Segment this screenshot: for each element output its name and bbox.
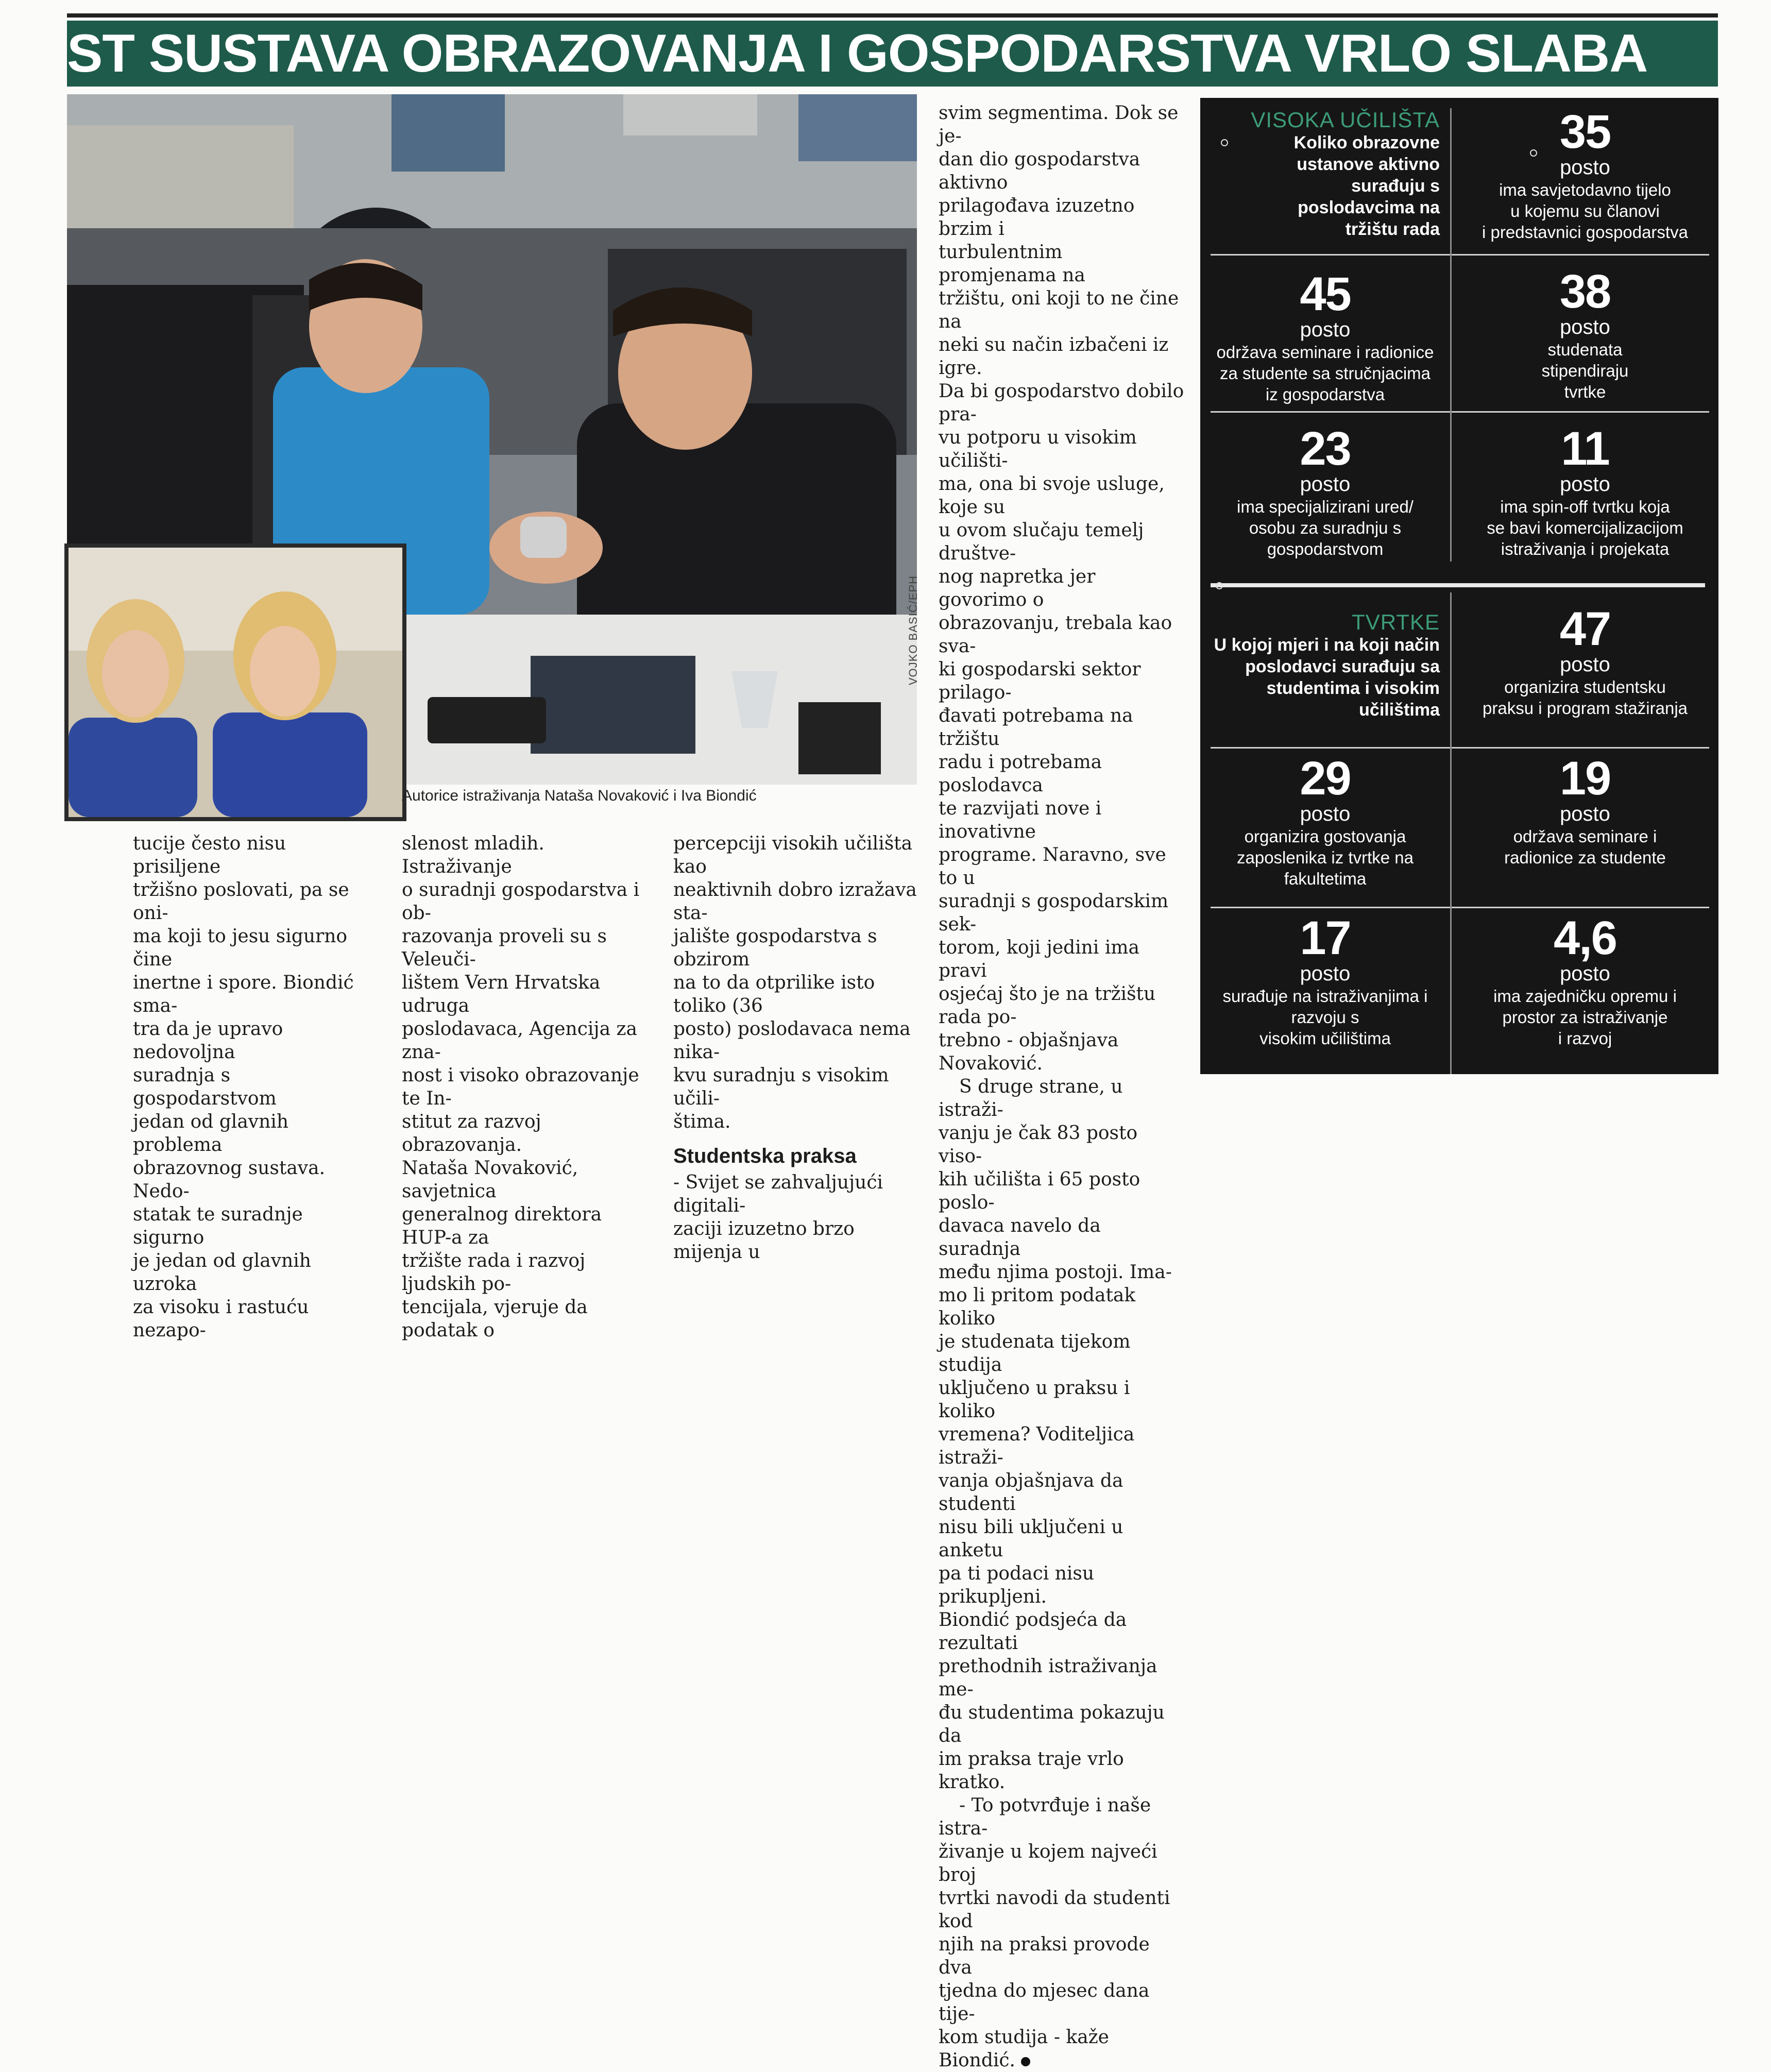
stat-number: 29 (1300, 752, 1351, 805)
stat-number: 45 (1300, 268, 1351, 320)
article-line: svim segmentima. Dok se je- (939, 103, 1179, 147)
stat-number: 17 (1300, 912, 1351, 964)
headline: ST SUSTAVA OBRAZOVANJA I GOSPODARSTVA VRLO SLABA (67, 24, 1648, 83)
article-line: neki su način izbačeni iz igre. (939, 334, 1169, 379)
article-line: prilagođava izuzetno brzim i (939, 195, 1135, 240)
article-line: tra da je upravo nedovoljna (133, 1018, 283, 1063)
article-line: - Svijet se zahvaljujući digitali- (673, 1172, 883, 1216)
photo-credit: VOJKO BASIĆ/EPH (907, 575, 919, 685)
stat-description: gospodarstvom (1267, 539, 1384, 558)
article-line: dan dio gospodarstva aktivno (939, 149, 1140, 193)
article-line: tencijala, vjeruje da podatak o (402, 1297, 588, 1341)
end-mark-icon (1021, 2057, 1030, 2066)
stat-unit: posto (1300, 318, 1351, 341)
stat-unit: posto (1560, 803, 1610, 825)
section-title: TVRTKE (1352, 610, 1440, 634)
article-line: vanju je čak 83 posto viso- (939, 1123, 1138, 1167)
stat-description: ima specijalizirani ured/ (1237, 497, 1414, 516)
article-line: im praksa traje vrlo kratko. (939, 1748, 1124, 1793)
stat-number: 23 (1300, 422, 1351, 475)
article-line: među njima postoji. Ima- (939, 1262, 1172, 1283)
article-line: generalnog direktora HUP-a za (402, 1204, 602, 1248)
article-line: Da bi gospodarstvo dobilo pra- (939, 381, 1184, 425)
article-line: za visoku i rastuću nezapo- (133, 1297, 309, 1341)
article-line: vu potporu u visokim učilišti- (939, 427, 1137, 471)
article-line: obrazovanju, trebala kao sva- (939, 613, 1172, 657)
section-separator (1211, 583, 1705, 587)
article-line: je jedan od glavnih uzroka (133, 1250, 311, 1295)
article-line: jedan od glavnih problema (133, 1111, 289, 1156)
stat-cell (1452, 422, 1718, 559)
article-line: vremena? Voditeljica istraži- (939, 1424, 1135, 1468)
article-line (939, 2026, 1185, 2072)
section-question-line: U kojoj mjeri i na koji način (1214, 635, 1440, 655)
stat-description: stipendiraju (1541, 361, 1629, 380)
article-column-1 (133, 832, 375, 1342)
section-header-tvrtke (1211, 610, 1440, 721)
stat-unit: posto (1560, 653, 1610, 676)
section-question-line: poslodavcima na (1298, 198, 1440, 217)
row-divider (1452, 747, 1709, 749)
article-line: radu i potrebama poslodavca (939, 752, 1102, 796)
article-line: trebno - objašnjava Novaković. (939, 1030, 1119, 1074)
article-line: stitut za razvoj obrazovanja. (402, 1111, 541, 1156)
stat-description: održava seminare i (1513, 827, 1657, 846)
top-rule (67, 13, 1718, 18)
article-column-3 (673, 832, 921, 1264)
article-line: neaktivnih dobro izražava sta- (673, 879, 917, 924)
stat-number: 38 (1559, 265, 1611, 318)
article-line: statak te suradnje sigurno (133, 1204, 303, 1248)
article-line: programe. Naravno, sve to u (939, 844, 1166, 889)
stat-cell (1452, 605, 1718, 719)
stat-cell (1200, 270, 1450, 405)
stat-description: radionice za studente (1504, 848, 1666, 867)
stat-description: istraživanja i projekata (1501, 539, 1670, 558)
stat-description: praksu i program stažiranja (1483, 699, 1688, 718)
authors-photo-illustration (69, 548, 402, 817)
article-line: osjećaj što je na tržištu rada po- (939, 983, 1156, 1028)
article-line: nost i visoko obrazovanje te In- (402, 1065, 639, 1109)
stat-cell (1200, 914, 1450, 1049)
article-line: đu studentima pokazuju da (939, 1702, 1165, 1746)
section-question-line: poslodavci surađuju sa (1245, 657, 1440, 676)
article-line: tržište rada i razvoj ljudskih po- (402, 1250, 586, 1295)
article-line: štima. (673, 1111, 731, 1132)
article-line: kvu suradnju s visokim učili- (673, 1065, 889, 1109)
article-line: suradnja s gospodarstvom (133, 1065, 277, 1109)
article-line: zaciji izuzetno brzo mijenja u (673, 1218, 855, 1263)
article-line: ma koji to jesu sigurno čine (133, 926, 348, 970)
stat-number: 4,6 (1554, 912, 1616, 964)
stat-number: 47 (1559, 603, 1611, 655)
article-line: jalište gospodarstva s obzirom (673, 926, 877, 970)
section-question-line: surađuju s (1351, 176, 1440, 196)
article-line: - To potvrđuje i naše istra- (939, 1795, 1151, 1839)
row-divider (1211, 747, 1450, 749)
stat-cell (1452, 108, 1718, 243)
stat-number: 35 (1559, 106, 1611, 158)
stat-description: osobu za suradnju s (1249, 518, 1402, 537)
stat-description: razvoju s (1291, 1008, 1359, 1027)
article-line: o suradnji gospodarstva i ob- (402, 879, 640, 924)
stat-description: održava seminare i radionice (1216, 343, 1434, 362)
article-line: razovanja proveli su s Veleuči- (402, 926, 607, 970)
stat-description: studenata (1547, 340, 1623, 359)
stat-description: se bavi komercijalizacijom (1487, 518, 1683, 537)
stat-cell (1452, 914, 1718, 1049)
article-line: tjedna do mjesec dana tije- (939, 1980, 1150, 2025)
section-question-line: studentima i visokim (1266, 678, 1440, 698)
article-line: percepciji visokih učilišta kao (673, 833, 913, 877)
stat-description: surađuje na istraživanjima i (1222, 987, 1428, 1006)
stat-description: i razvoj (1558, 1029, 1612, 1048)
subheading: Studentska praksa (673, 1145, 857, 1167)
section-question-line: učilištima (1359, 700, 1440, 720)
article-line: tucije često nisu prisiljene (133, 833, 286, 877)
stat-description: visokim učilištima (1259, 1029, 1391, 1048)
stat-description: i predstavnici gospodarstva (1482, 223, 1688, 242)
section-title: VISOKA UČILIŠTA (1251, 108, 1440, 132)
section-header-visoka-ucilista (1211, 108, 1440, 240)
stat-cell (1452, 752, 1718, 868)
article-line: nisu bili uključeni u anketu (939, 1517, 1123, 1561)
stat-unit: posto (1300, 803, 1351, 825)
article-line: obrazovnog sustava. Nedo- (133, 1158, 326, 1202)
article-line: posto) poslodavaca nema nika- (673, 1018, 911, 1063)
stat-unit: posto (1560, 156, 1610, 179)
stat-unit: posto (1300, 962, 1351, 985)
decorative-dot-icon (1216, 582, 1223, 589)
article-line: turbulentnim promjenama na (939, 242, 1085, 286)
article-column-2 (402, 832, 657, 1342)
article-line: slenost mladih. Istraživanje (402, 833, 544, 877)
article-line: S druge strane, u istraži- (939, 1076, 1123, 1120)
article-line: Nataša Novaković, savjetnica (402, 1158, 578, 1202)
article-line: đavati potrebama na tržištu (939, 705, 1133, 750)
stat-description: za studente sa stručnjacima (1219, 364, 1431, 383)
article-line: uključeno u praksu i koliko (939, 1378, 1130, 1422)
article-line: kih učilišta i 65 posto poslo- (939, 1169, 1140, 1213)
article-line: suradnji s gospodarskim sek- (939, 891, 1169, 935)
stat-description: fakultetima (1284, 869, 1367, 888)
authors-photo (64, 544, 406, 821)
stat-number: 11 (1561, 422, 1609, 475)
row-divider (1452, 907, 1709, 908)
stat-description: tvrtke (1564, 382, 1606, 401)
article-line: inertne i spore. Biondić sma- (133, 972, 354, 1016)
article-line: Biondić podsjeća da rezultati (939, 1609, 1127, 1654)
row-divider (1452, 411, 1709, 413)
stat-cell (1200, 422, 1450, 559)
article-line: živanje u kojem najveći broj (939, 1841, 1157, 1886)
stat-description: organizira studentsku (1504, 677, 1666, 697)
stat-unit: posto (1560, 962, 1610, 985)
article-line: mo li pritom podatak koliko (939, 1285, 1136, 1329)
article-line: te razvijati nove i inovativne (939, 798, 1102, 842)
stat-description: organizira gostovanja (1244, 827, 1406, 846)
section-question-line: ustanove aktivno (1297, 155, 1440, 174)
row-divider (1211, 907, 1450, 908)
stat-description: prostor za istraživanje (1502, 1008, 1668, 1027)
stat-number: 19 (1559, 752, 1611, 805)
row-divider (1211, 411, 1450, 413)
stat-description: iz gospodarstva (1265, 385, 1385, 404)
article-column-4 (939, 101, 1185, 2072)
article-line: tržištu, oni koji to ne čine na (939, 288, 1179, 332)
article-line: nog napretka jer govorimo o (939, 566, 1096, 610)
article-line: je studenata tijekom studija (939, 1331, 1131, 1375)
section-question-line: tržištu rada (1345, 219, 1440, 239)
article-line: vanja objašnjava da studenti (939, 1470, 1123, 1515)
article-line: ma, ona bi svoje usluge, koje su (939, 473, 1165, 518)
section-question-line: Koliko obrazovne (1293, 133, 1440, 152)
statistics-infobox (1200, 98, 1718, 1074)
row-divider (1452, 254, 1709, 256)
article-line: poslodavaca, Agencija za zna- (402, 1018, 637, 1063)
article-line: pa ti podaci nisu prikupljeni. (939, 1563, 1095, 1607)
stat-description: ima savjetodavno tijelo (1499, 180, 1671, 199)
article-line: u ovom slučaju temelj društve- (939, 520, 1144, 564)
stat-description: ima zajedničku opremu i (1493, 987, 1677, 1006)
article-line: davaca navelo da suradnja (939, 1215, 1101, 1260)
article-line-text: kom studija - kaže Biondić. (939, 2027, 1109, 2071)
stat-description: zaposlenika iz tvrtke na (1236, 848, 1414, 867)
stat-cell (1200, 752, 1450, 889)
article-line: lištem Vern Hrvatska udruga (402, 972, 601, 1016)
article-line: ki gospodarski sektor prilago- (939, 659, 1141, 703)
article-line: prethodnih istraživanja me- (939, 1656, 1157, 1700)
article-line: na to da otprilike isto toliko (36 (673, 972, 875, 1016)
stat-cell (1452, 265, 1718, 402)
article-line: njih na praksi provode dva (939, 1934, 1150, 1978)
headline-banner (67, 21, 1718, 87)
article-line: torom, koji jedini ima pravi (939, 937, 1139, 981)
row-divider (1211, 254, 1450, 256)
stat-unit: posto (1300, 473, 1351, 496)
article-line: tvrtki navodi da studenti kod (939, 1888, 1170, 1932)
stat-unit: posto (1560, 473, 1610, 496)
photo-caption: Autorice istraživanja Nataša Novaković i Iva Biondić (402, 787, 757, 804)
stat-description: u kojemu su članovi (1510, 201, 1660, 220)
stat-description: ima spin-off tvrtku koja (1500, 497, 1670, 516)
stat-unit: posto (1560, 316, 1610, 338)
article-line: tržišno poslovati, pa se oni- (133, 879, 349, 924)
